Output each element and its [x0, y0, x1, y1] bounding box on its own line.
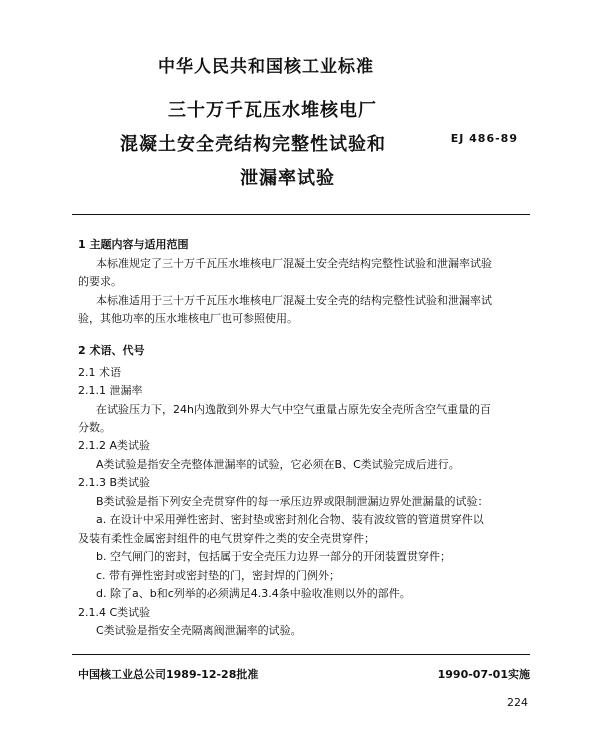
section-1-para-1-line-1: 本标准规定了三十万千瓦压水堆核电厂混凝土安全壳结构完整性试验和泄漏率试验 [96, 257, 492, 270]
clause-2-1-4-line-1: C类试验是指安全壳隔离阀泄漏率的试验。 [96, 624, 302, 637]
header-divider [72, 214, 530, 215]
clause-2-1-1-line-1: 在试验压力下，24h内逸散到外界大气中空气重量占原先安全壳所含空气重量的百 [96, 403, 491, 416]
clause-2-1-3-heading: 2.1.3 B类试验 [78, 476, 151, 489]
list-item-b: b. 空气闸门的密封，包括属于安全壳压力边界一部分的开闭装置贯穿件； [96, 550, 451, 563]
list-item-c: c. 带有弹性密封或密封垫的门，密封焊的门例外； [96, 569, 341, 582]
approval-date: 中国核工业总公司1989-12-28批准 [78, 668, 259, 681]
clause-2-1-4-heading: 2.1.4 C类试验 [78, 606, 151, 619]
standard-code: EJ 486-89 [450, 132, 518, 145]
list-item-a-line-2: 及装有柔性金属密封组件的电气贯穿件之类的安全壳贯穿件； [78, 532, 375, 545]
list-item-d: d. 除了a、b和c列举的必须满足4.3.4条中验收准则以外的部件。 [96, 587, 411, 600]
page-number: 224 [507, 696, 528, 709]
clause-2-1-1-line-2: 分数。 [78, 421, 111, 434]
effective-date: 1990-07-01实施 [437, 668, 530, 681]
list-item-a-line-1: a. 在设计中采用弹性密封、密封垫或密封剂化合物、装有波纹管的管道贯穿件以 [96, 513, 484, 526]
clause-2-1-2-heading: 2.1.2 A类试验 [78, 439, 151, 452]
section-1-heading: 1 主题内容与适用范围 [78, 238, 189, 251]
clause-2-1-1-heading: 2.1.1 泄漏率 [78, 384, 143, 397]
document-title-line-2: 混凝土安全壳结构完整性试验和 [120, 134, 386, 155]
document-title-line-1: 三十万千瓦压水堆核电厂 [168, 100, 377, 121]
section-1-para-2-line-2: 验，其他功率的压水堆核电厂也可参照使用。 [78, 312, 298, 325]
clause-2-1-2-line-1: A类试验是指安全壳整体泄漏率的试验，它必须在B、C类试验完成后进行。 [96, 458, 460, 471]
section-1-para-2-line-1: 本标准适用于三十万千瓦压水堆核电厂混凝土安全壳的结构完整性试验和泄漏率试 [96, 294, 492, 307]
footer-divider [72, 654, 530, 655]
issuing-standard-org: 中华人民共和国核工业标准 [158, 57, 374, 77]
section-2-heading: 2 术语、代号 [78, 344, 145, 357]
clause-2-1-3-line-1: B类试验是指下列安全壳贯穿件的每一承压边界或限制泄漏边界处泄漏量的试验： [96, 495, 489, 508]
document-title-line-3: 泄漏率试验 [240, 168, 335, 189]
clause-2-1-heading: 2.1 术语 [78, 366, 121, 379]
section-1-para-1-line-2: 的要求。 [78, 275, 122, 288]
